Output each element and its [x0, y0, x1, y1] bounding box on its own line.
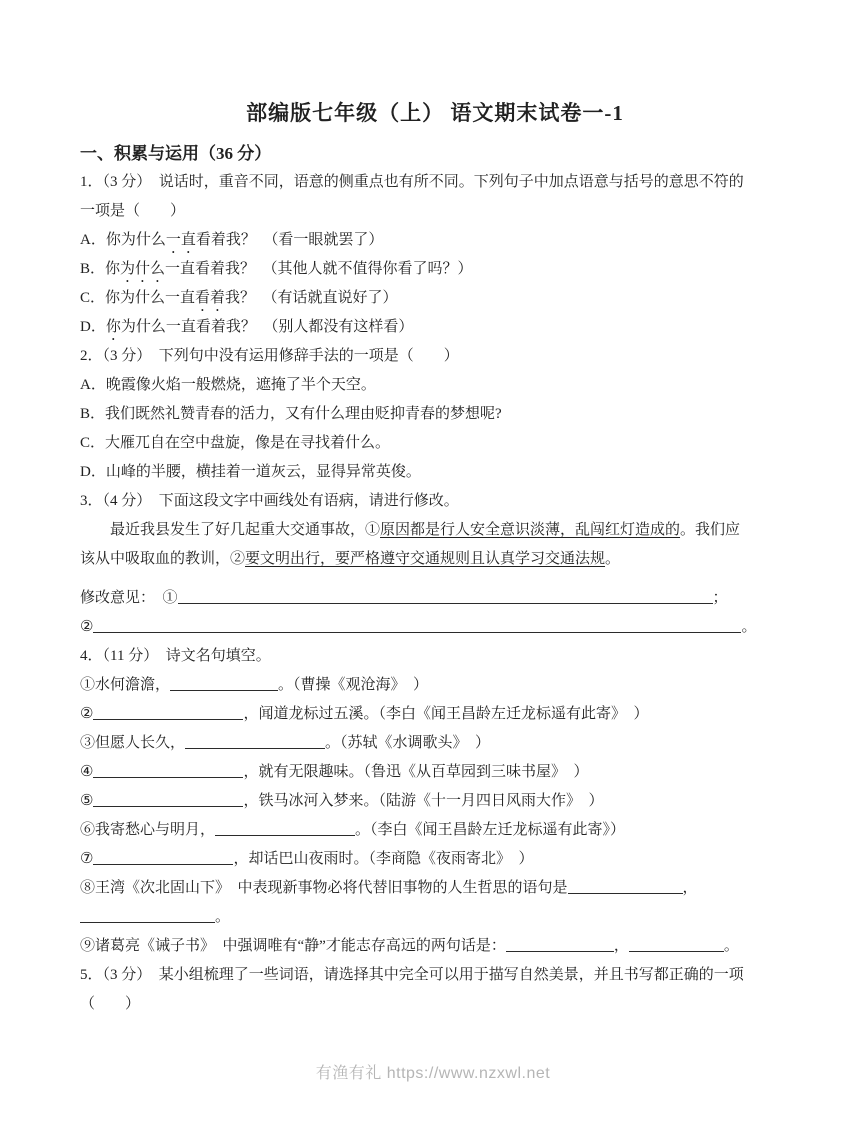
q2-option-b: B．我们既然礼赞青春的活力，又有什么理由贬抑青春的梦想呢?	[80, 406, 502, 422]
underlined-text: 原因都是行人安全意识淡薄，乱闯红灯造成的	[380, 522, 681, 538]
q1-stem-line2: 一项是（ ）	[80, 203, 186, 219]
q3-fix-line2	[80, 613, 790, 642]
text-segment: 。（李白《闻王昌龄左迁龙标遥有此寄》）	[355, 822, 626, 838]
q4-item-7	[80, 845, 790, 874]
answer-blank	[170, 673, 278, 691]
text-segment: ⑧王湾《次北固山下》 中表现新事物必将代替旧事物的人生哲思的语句是	[80, 880, 568, 896]
q2-stem: 2．（3 分） 下列句中没有运用修辞手法的一项是（ ）	[80, 348, 459, 364]
answer-blank	[93, 789, 243, 807]
text-segment: 我？ （有话就直说好了）	[225, 290, 398, 306]
q4-item-8-line2	[80, 903, 790, 932]
answer-blank	[185, 731, 325, 749]
q4-item-5	[80, 787, 790, 816]
text-segment: 。（苏轼《水调歌头》 ）	[325, 735, 491, 751]
answer-blank	[93, 847, 233, 865]
q3-paragraph-line2	[80, 545, 790, 574]
q1-option-d	[80, 313, 790, 342]
text-segment: 。（曹操《观沧海》 ）	[278, 677, 429, 693]
q2-option-c: C．大雁兀自在空中盘旋，像是在寻找着什么。	[80, 435, 391, 451]
emphasized-text: 看着	[195, 290, 226, 306]
text-segment: ；	[712, 590, 728, 606]
emphasized-text: 为什么	[120, 261, 166, 277]
text-segment: 。	[741, 619, 757, 635]
text-segment: ，就有无限趣味。（鲁迅《从百草园到三味书屋》 ）	[243, 764, 589, 780]
q1-option-c	[80, 284, 790, 313]
text-segment: ⑨诸葛亮《诫子书》 中强调唯有“静”才能志存高远的两句话是：	[80, 938, 506, 954]
text-segment: 该从中吸取血的教训，②	[80, 551, 246, 567]
q3-stem: 3．（4 分） 下面这段文字中画线处有语病，请进行修改。	[80, 493, 459, 509]
text-segment: 修改意见： ①	[80, 590, 178, 606]
emphasized-text: 一直	[165, 232, 196, 248]
answer-blank	[506, 934, 614, 952]
text-segment: 为什么一直看着我？ （别人都没有这样看）	[120, 319, 414, 335]
text-segment: ⑥我寄愁心与明月，	[80, 822, 216, 838]
text-segment: ，	[682, 880, 698, 896]
text-segment: C．你为什么一直	[80, 290, 196, 306]
text-segment: 最近我县发生了好几起重大交通事故，①	[80, 522, 381, 538]
text-segment: A．你为什么	[80, 232, 166, 248]
q4-item-4	[80, 758, 790, 787]
answer-blank	[629, 934, 724, 952]
text-segment: 。我们应	[680, 522, 741, 538]
emphasized-text: 你	[105, 319, 121, 335]
section-heading: 一、积累与运用（36 分）	[80, 144, 272, 163]
answer-blank	[215, 818, 355, 836]
text-segment: 。	[605, 551, 621, 567]
q3-paragraph-line1	[80, 516, 790, 545]
q1-option-a	[80, 226, 790, 255]
text-segment: 。	[215, 909, 231, 925]
q1-stem-line1: 1．（3 分） 说话时，重音不同，语意的侧重点也有所不同。下列句子中加点语意与括号的意思不符的	[80, 174, 744, 190]
answer-blank	[93, 702, 243, 720]
answer-blank	[93, 760, 243, 778]
underlined-text: 要文明出行，要严格遵守交通规则且认真学习交通法规	[245, 551, 606, 567]
text-segment: 一直看着我？ （其他人就不值得你看了吗？）	[165, 261, 473, 277]
text-segment: ，闻道龙标过五溪。（李白《闻王昌龄左迁龙标遥有此寄》 ）	[243, 706, 649, 722]
text-segment: ②	[80, 706, 94, 722]
answer-blank	[568, 876, 683, 894]
q4-item-6	[80, 816, 790, 845]
text-segment: 看着我？ （看一眼就罢了）	[195, 232, 384, 248]
answer-blank	[178, 586, 713, 604]
q4-item-9	[80, 932, 790, 961]
q1-option-b	[80, 255, 790, 284]
q4-item-8-line1	[80, 874, 790, 903]
q2-option-a: A．晚霞像火焰一般燃烧，遮掩了半个天空。	[80, 377, 376, 393]
watermark-footer[interactable]: 有渔有礼 https://www.nzxwl.net	[315, 1065, 551, 1082]
q3-fix-line1	[80, 584, 790, 613]
text-segment: B．你	[80, 261, 121, 277]
q4-item-1	[80, 671, 790, 700]
q5-stem-line2: （ ）	[80, 996, 141, 1012]
q4-item-2	[80, 700, 790, 729]
q2-option-d: D．山峰的半腰，横挂着一道灰云，显得异常英俊。	[80, 464, 421, 480]
text-segment: ，	[613, 938, 629, 954]
text-segment: ⑤	[80, 793, 94, 809]
text-segment: ③但愿人长久，	[80, 735, 186, 751]
text-segment: ⑦	[80, 851, 94, 867]
text-segment: 。	[723, 938, 739, 954]
text-segment: ，铁马冰河入梦来。（陆游《十一月四日风雨大作》 ）	[243, 793, 604, 809]
answer-blank	[80, 905, 215, 923]
page-title: 部编版七年级（上） 语文期末试卷一-1	[246, 101, 624, 125]
answer-blank	[93, 615, 741, 633]
q4-stem: 4．（11 分） 诗文名句填空。	[80, 648, 271, 664]
text-segment: ，却话巴山夜雨时。（李商隐《夜雨寄北》 ）	[233, 851, 534, 867]
q5-stem-line1: 5．（3 分） 某小组梳理了一些词语，请选择其中完全可以用于描写自然美景，并且书写都正确的一项	[80, 967, 744, 983]
text-segment: D．	[80, 319, 106, 335]
text-segment: ①水何澹澹，	[80, 677, 171, 693]
text-segment: ④	[80, 764, 94, 780]
q4-item-3	[80, 729, 790, 758]
text-segment: ②	[80, 619, 94, 635]
